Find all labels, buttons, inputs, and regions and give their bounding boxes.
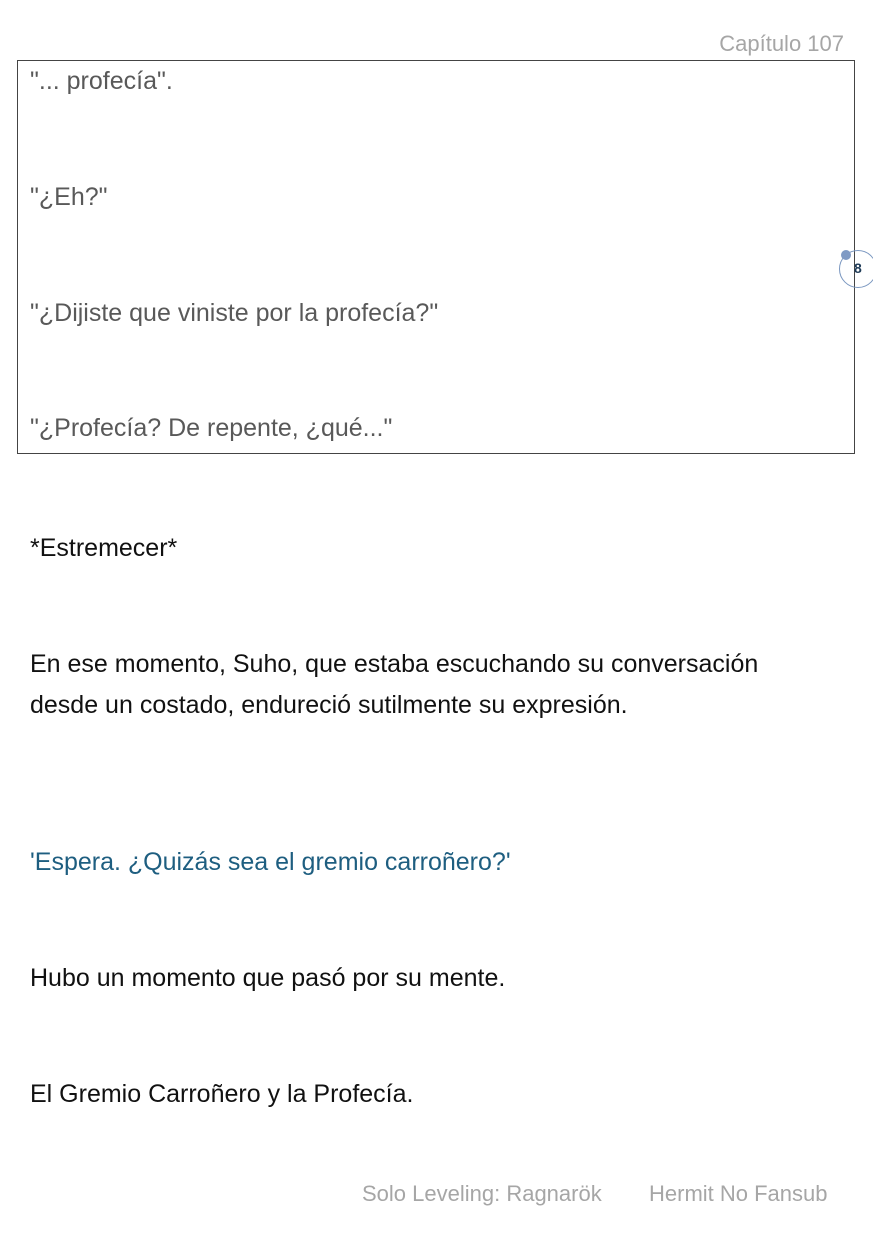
dialogue-line: "¿Profecía? De repente, ¿qué..." bbox=[30, 414, 393, 442]
chapter-label: Capítulo 107 bbox=[719, 31, 844, 56]
dialogue-line: "¿Dijiste que viniste por la profecía?" bbox=[30, 299, 439, 327]
dialogue-line: "¿Eh?" bbox=[30, 183, 108, 211]
page-marker-dot-icon bbox=[841, 250, 851, 260]
dialogue-box bbox=[17, 60, 855, 454]
paragraph: *Estremecer* bbox=[30, 534, 178, 562]
paragraph: En ese momento, Suho, que estaba escuchando su conversación desde un costado, endureció sutilmente su expresión. bbox=[30, 650, 759, 719]
thought-paragraph: 'Espera. ¿Quizás sea el gremio carroñero?' bbox=[30, 848, 511, 876]
footer-series-title: Solo Leveling: Ragnarök bbox=[362, 1181, 602, 1206]
page-marker-number: 8 bbox=[854, 260, 862, 276]
dialogue-line: "... profecía". bbox=[30, 67, 173, 95]
footer-group-name: Hermit No Fansub bbox=[649, 1181, 828, 1206]
paragraph: Hubo un momento que pasó por su mente. bbox=[30, 964, 506, 992]
paragraph: El Gremio Carroñero y la Profecía. bbox=[30, 1080, 414, 1108]
